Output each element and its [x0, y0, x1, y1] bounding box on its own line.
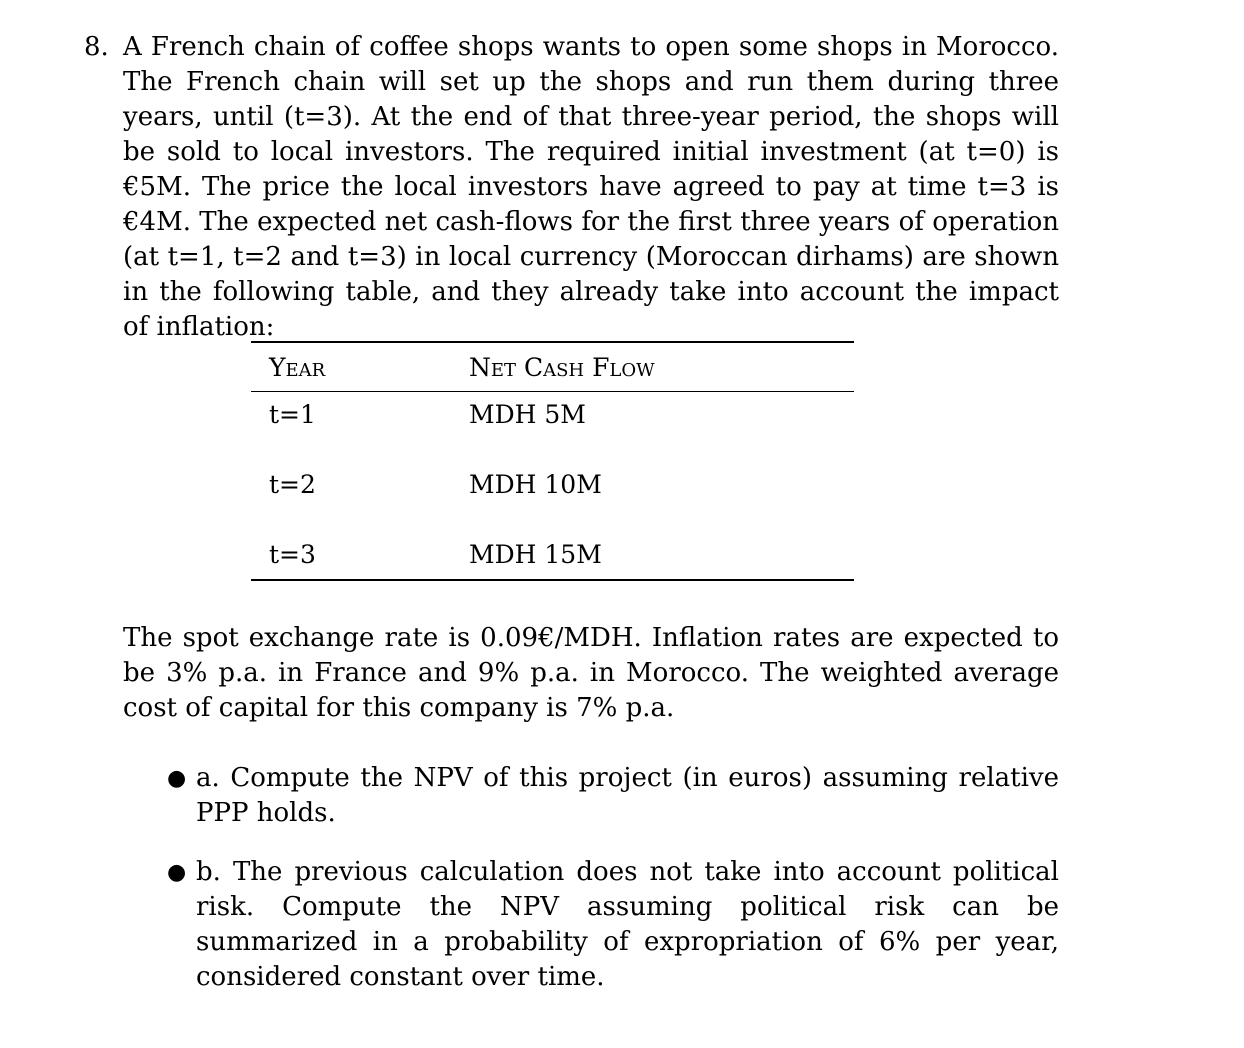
problem-8: [84, 30, 1059, 371]
cell-year: t=2: [269, 469, 316, 499]
table-row: [251, 392, 854, 462]
cell-year: t=3: [251, 532, 469, 580]
cell-net-cash-flow: MDH 5M: [469, 400, 586, 429]
spot-rate-paragraph: The spot exchange rate is 0.09€/MDH. Inflation rates are expected to be 3% p.a. in France and 9% p.a. in Morocco. The weighted average cost of capital for this company is 7% p.a.: [123, 623, 1059, 723]
table-row: [251, 462, 854, 532]
question-a-text: a. Compute the NPV of this project (in euros) assuming relative PPP holds.: [196, 763, 1059, 828]
cell-net-cash-flow: MDH 15M: [469, 532, 854, 580]
question-a: [165, 761, 1059, 831]
cash-flow-table: [251, 341, 854, 581]
problem-intro: A French chain of coffee shops wants to open some shops in Morocco. The French chain will set up the shops and run them during three years, until (t=3). At the end of that three-year period, the shops will be sold to local investors. The required initial investment (at t=0) is €5M. The price the local investors have agreed to pay at time t=3 is €4M. The expected net cash-flows for the first three years of operation (at t=1, t=2 and t=3) in local currency (Moroccan dirhams) are shown in the following table, and they already take into account the impact of inflation:: [123, 32, 1059, 342]
question-list: [165, 761, 1059, 995]
bullet-icon: ●: [167, 860, 187, 885]
table-row: [251, 532, 854, 580]
header-year: Year: [251, 342, 469, 392]
cell-year: t=1: [269, 400, 316, 429]
header-net-cash-flow: Net Cash Flow: [469, 342, 854, 392]
question-b: [165, 855, 1059, 995]
table-header-row: [251, 342, 854, 392]
problem-number: 8.: [84, 32, 109, 62]
bullet-icon: ●: [167, 766, 187, 791]
question-b-text: b. The previous calculation does not take into account political risk. Compute the NPV assuming political risk can be summarized in a probability of expropriation of 6% per year, considered constant over time.: [196, 857, 1059, 992]
cell-net-cash-flow: MDH 10M: [469, 469, 602, 499]
